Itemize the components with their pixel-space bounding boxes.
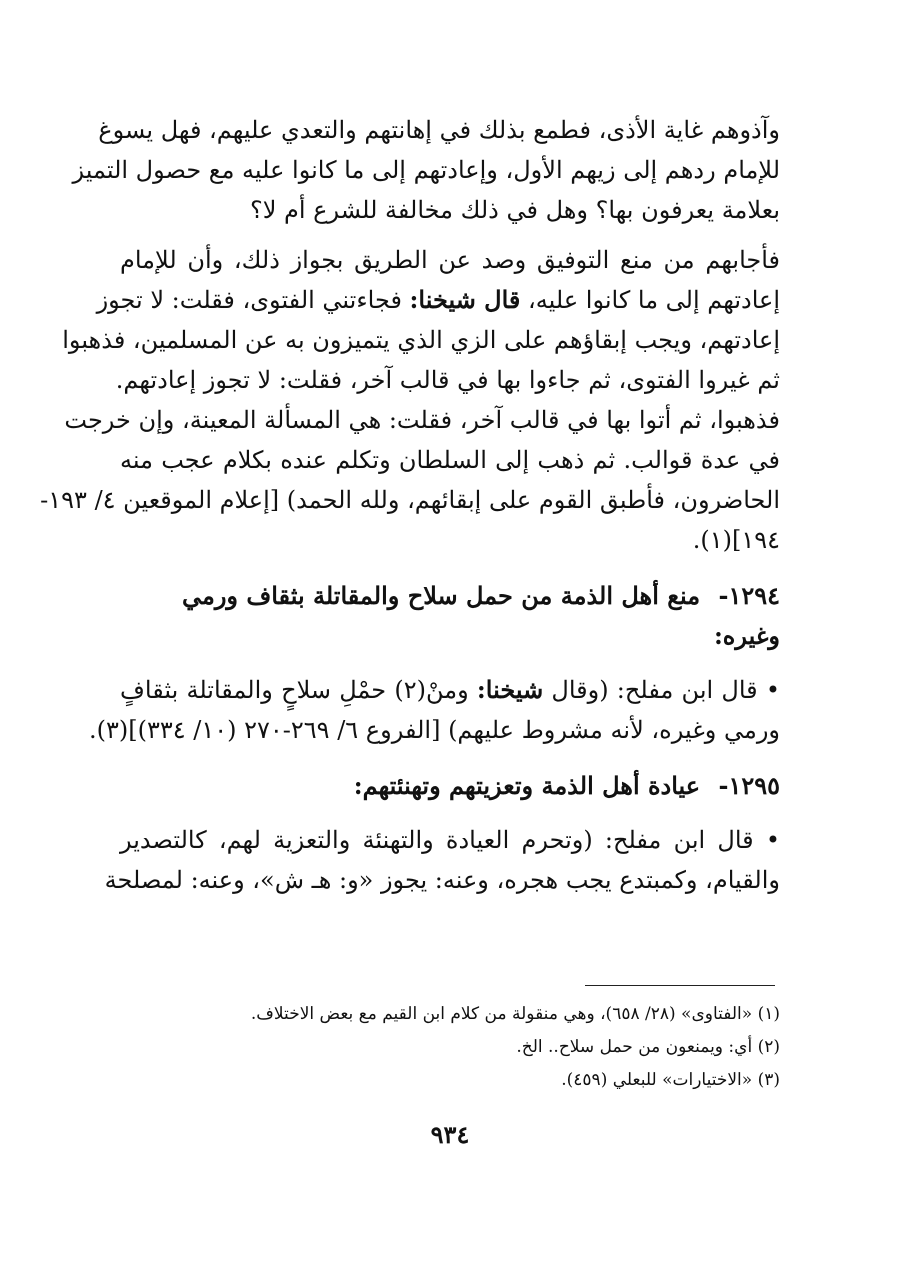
text-line: فذهبوا، ثم أتوا بها في قالب آخر، فقلت: هي المسألة المعينة، وإن خرجت — [64, 406, 780, 434]
paragraph-1 — [72, 110, 780, 230]
text-run: إعادتهم إلى ما كانوا عليه، — [520, 286, 780, 314]
section-heading-1294 — [120, 576, 780, 656]
page-number: ٩٣٤ — [430, 1120, 470, 1149]
text-line: ١٩٤](١). — [692, 526, 780, 554]
text-line: ثم غيروا الفتوى، ثم جاءوا بها في قالب آخر، فقلت: لا تجوز إعادتهم. — [115, 366, 780, 394]
page-body — [40, 110, 780, 910]
text-line: في عدة قوالب. ثم ذهب إلى السلطان وتكلم عنده بكلام عجب منه — [120, 446, 780, 474]
text-line: للإمام ردهم إلى زيهم الأول، وإعادتهم إلى ما كانوا عليه مع حصول التميز — [72, 156, 780, 184]
footnote-3: (٣) «الاختيارات» للبعلي (٤٥٩). — [561, 1070, 780, 1090]
text-line: فأجابهم من منع التوفيق وصد عن الطريق بجواز ذلك، وأن للإمام — [120, 246, 780, 274]
footnotes — [120, 998, 780, 1097]
paragraph-3 — [88, 670, 780, 750]
section-title: عيادة أهل الذمة وتعزيتهم وتهنئتهم: — [353, 771, 701, 800]
footnote-divider — [585, 985, 775, 986]
section-number: ١٢٩٤- — [718, 581, 780, 610]
footnote-1: (١) «الفتاوى» (٢٨/ ٦٥٨)، وهي منقولة من كلام ابن القيم مع بعض الاختلاف. — [250, 1004, 780, 1024]
footnote-2: (٢) أي: ويمنعون من حمل سلاح.. الخ. — [516, 1037, 780, 1057]
bold-speaker-label: قال شيخنا: — [409, 285, 521, 314]
paragraph-4 — [104, 820, 780, 900]
text-line — [120, 670, 780, 710]
text-line: الحاضرون، فأطبق القوم على إبقائهم، ولله الحمد) [إعلام الموقعين ٤/ ١٩٣- — [40, 486, 780, 514]
text-line: إعادتهم، ويجب إبقاؤهم على الزي الذي يتميزون به عن المسلمين، فذهبوا — [62, 326, 780, 354]
text-run: ومنْ(٢) حمْلِ سلاحٍ والمقاتلة بثقافٍ — [120, 676, 477, 704]
text-run: فجاءتني الفتوى، فقلت: لا تجوز — [96, 286, 410, 314]
section-heading-1295 — [120, 766, 780, 806]
text-run: • قال ابن مفلح: (وقال — [543, 676, 780, 704]
text-line: ورمي وغيره، لأنه مشروط عليهم) [الفروع ٦/ ٢٦٩-٢٧٠ (١٠/ ٣٣٤)](٣). — [88, 716, 780, 744]
text-line: • قال ابن مفلح: (وتحرم العيادة والتهنئة والتعزية لهم، كالتصدير — [120, 826, 780, 854]
paragraph-2 — [40, 240, 780, 560]
text-line: والقيام، وكمبتدع يجب هجره، وعنه: يجوز «و: هـ ش»، وعنه: لمصلحة — [104, 866, 780, 894]
section-number: ١٢٩٥- — [718, 771, 780, 800]
text-line: بعلامة يعرفون بها؟ وهل في ذلك مخالفة للشرع أم لا؟ — [249, 196, 780, 224]
section-title: منع أهل الذمة من حمل سلاح والمقاتلة بثقاف ورمي وغيره: — [181, 581, 780, 650]
text-line — [96, 280, 780, 320]
bold-speaker-label: شيخنا: — [476, 675, 544, 704]
text-line: وآذوهم غاية الأذى، فطمع بذلك في إهانتهم والتعدي عليهم، فهل يسوغ — [98, 116, 780, 144]
